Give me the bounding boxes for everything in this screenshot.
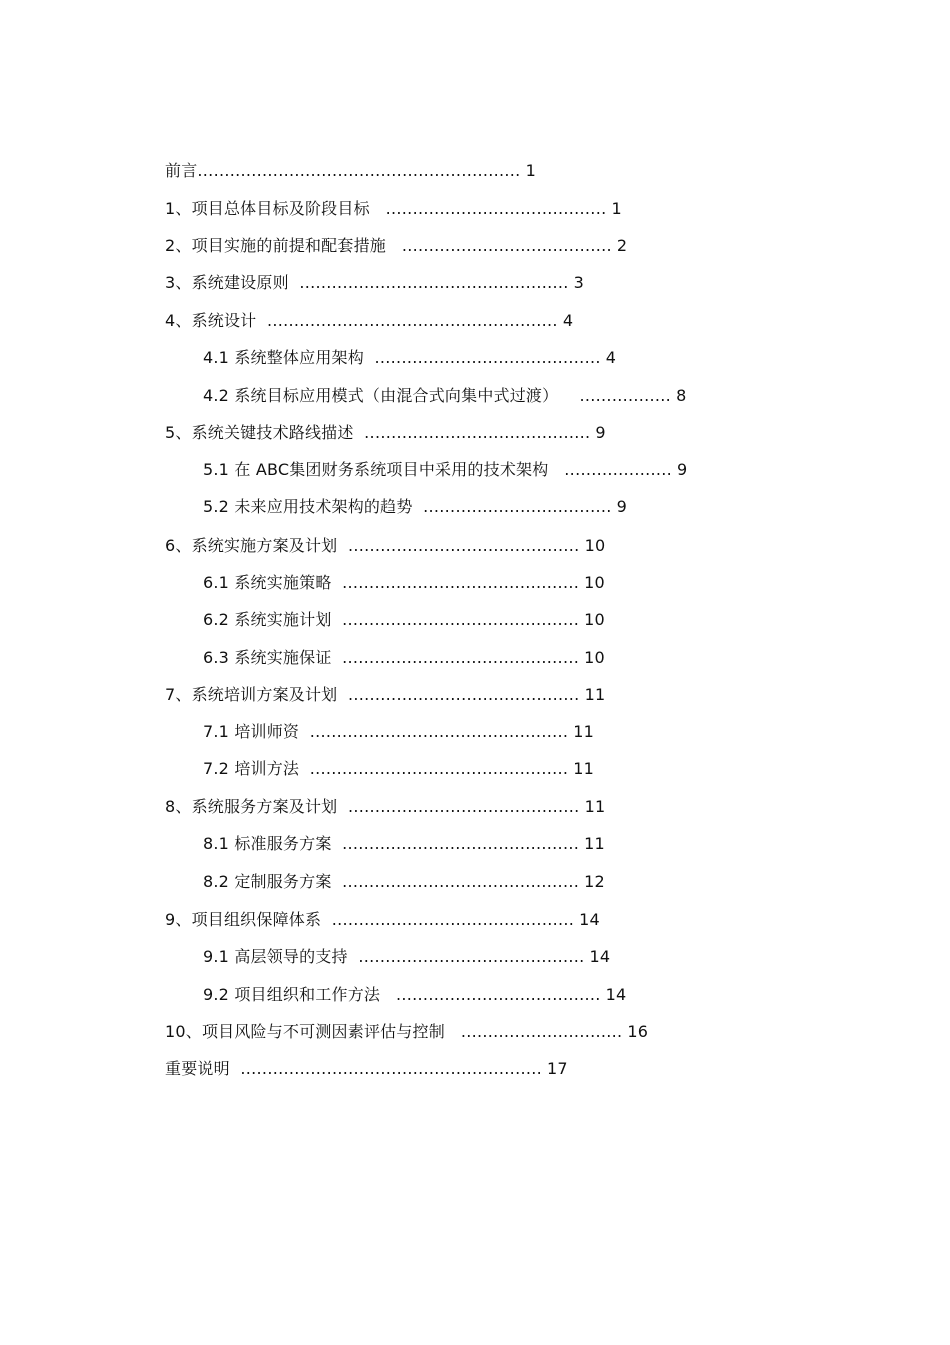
toc-page-number: 10 <box>584 610 605 629</box>
toc-leader-dots: ............................................. <box>331 910 575 929</box>
toc-page-number: 11 <box>573 722 595 741</box>
toc-entry-6-2[interactable] <box>203 609 605 631</box>
toc-entry-5[interactable] <box>165 422 606 444</box>
toc-leader-dots: ........................................... <box>347 797 580 816</box>
toc-entry-2[interactable] <box>165 235 627 257</box>
toc-entry-7-2[interactable] <box>203 758 594 780</box>
toc-entry-title: 6.1 系统实施策略 <box>203 573 332 592</box>
toc-page-number: 8 <box>676 386 687 405</box>
toc-entry-6-1[interactable] <box>203 572 605 594</box>
toc-entry-7-1[interactable] <box>203 721 594 743</box>
toc-leader-dots: ............................................ <box>342 872 580 891</box>
toc-entry-6[interactable] <box>165 535 605 557</box>
toc-entry-10[interactable] <box>165 1021 648 1043</box>
toc-entry-4[interactable] <box>165 310 573 332</box>
toc-entry-title: 1、项目总体目标及阶段目标 <box>165 199 370 218</box>
toc-entry-title: 6.2 系统实施计划 <box>203 610 332 629</box>
toc-entry-title: 重要说明 <box>165 1059 230 1078</box>
toc-leader-dots: ................................... <box>423 497 612 516</box>
toc-entry-title: 6.3 系统实施保证 <box>203 648 332 667</box>
toc-entry-6-3[interactable] <box>203 647 605 669</box>
toc-page-number: 11 <box>584 797 606 816</box>
toc-leader-dots: ................................................ <box>309 722 569 741</box>
toc-entry-title: 4.1 系统整体应用架构 <box>203 348 364 367</box>
toc-page-number: 4 <box>605 348 617 367</box>
toc-leader-dots: ............................................ <box>342 610 580 629</box>
toc-entry-title: 9.1 高层领导的支持 <box>203 947 348 966</box>
toc-leader-dots: ...................................... <box>396 985 601 1004</box>
toc-page-number: 12 <box>584 872 605 891</box>
toc-leader-dots: .......................................... <box>374 348 601 367</box>
toc-leader-dots: ........................................................ <box>240 1059 543 1078</box>
toc-page-number: 9 <box>616 497 628 516</box>
toc-entry-title: 9.2 项目组织和工作方法 <box>203 985 381 1004</box>
toc-entry-4-2[interactable] <box>203 385 686 407</box>
toc-entry-8-2[interactable] <box>203 871 605 893</box>
toc-page-number: 10 <box>584 536 606 555</box>
toc-page-number: 17 <box>547 1059 568 1078</box>
toc-entry-title: 5、系统关键技术路线描述 <box>165 423 354 442</box>
toc-leader-dots: ............................................ <box>342 834 580 853</box>
toc-entry-title: 4.2 系统目标应用模式（由混合式向集中式过渡） <box>203 386 559 405</box>
toc-entry-3[interactable] <box>165 272 584 294</box>
toc-leader-dots: .................................................. <box>299 273 569 292</box>
toc-page-number: 9 <box>677 460 688 479</box>
toc-leader-dots: ............................................ <box>342 648 580 667</box>
toc-page-number: 10 <box>584 573 605 592</box>
toc-page-number: 11 <box>584 685 606 704</box>
toc-leader-dots: .......................................... <box>358 947 585 966</box>
toc-entry-4-1[interactable] <box>203 347 616 369</box>
toc-page-number: 4 <box>562 311 574 330</box>
toc-entry-8[interactable] <box>165 796 605 818</box>
toc-entry-1[interactable] <box>165 198 622 220</box>
toc-leader-dots: ........................................... <box>347 536 580 555</box>
toc-page-number: 3 <box>573 273 585 292</box>
toc-entry-title: 8.2 定制服务方案 <box>203 872 332 891</box>
toc-entry-title: 2、项目实施的前提和配套措施 <box>165 236 386 255</box>
toc-entry-title: 7、系统培训方案及计划 <box>165 685 338 704</box>
toc-page-number: 14 <box>589 947 611 966</box>
toc-entry-8-1[interactable] <box>203 833 605 855</box>
toc-entry-preface[interactable] <box>165 160 536 182</box>
toc-leader-dots: ............................................................ <box>197 161 521 180</box>
toc-entry-title: 5.2 未来应用技术架构的趋势 <box>203 497 413 516</box>
toc-entry-important-notes[interactable] <box>165 1058 568 1080</box>
toc-page-number: 14 <box>605 985 627 1004</box>
toc-leader-dots: ............................................ <box>342 573 580 592</box>
toc-entry-title: 8.1 标准服务方案 <box>203 834 332 853</box>
toc-page-number: 14 <box>579 910 600 929</box>
toc-page-number: 9 <box>595 423 606 442</box>
toc-page-number: 2 <box>616 236 628 255</box>
toc-entry-title: 5.1 在 ABC集团财务系统项目中采用的技术架构 <box>203 460 549 479</box>
toc-page-number: 1 <box>525 161 536 180</box>
toc-entry-title: 9、项目组织保障体系 <box>165 910 322 929</box>
toc-entry-title: 10、项目风险与不可测因素评估与控制 <box>165 1022 445 1041</box>
toc-entry-9-2[interactable] <box>203 984 626 1006</box>
toc-leader-dots: ........................................... <box>347 685 580 704</box>
toc-entry-5-1[interactable] <box>203 459 687 481</box>
toc-leader-dots: ......................................... <box>385 199 607 218</box>
toc-entry-9[interactable] <box>165 909 600 931</box>
toc-entry-title: 4、系统设计 <box>165 311 257 330</box>
toc-entry-7[interactable] <box>165 684 605 706</box>
toc-page-number: 16 <box>627 1022 649 1041</box>
toc-leader-dots: ................. <box>579 386 672 405</box>
toc-page-number: 1 <box>611 199 622 218</box>
toc-leader-dots: ...................................................... <box>266 311 558 330</box>
toc-entry-title: 8、系统服务方案及计划 <box>165 797 338 816</box>
toc-entry-9-1[interactable] <box>203 946 610 968</box>
toc-leader-dots: ....................................... <box>401 236 612 255</box>
toc-entry-5-2[interactable] <box>203 496 627 518</box>
toc-entry-title: 前言 <box>165 161 198 180</box>
toc-page-number: 11 <box>584 834 605 853</box>
toc-entry-title: 6、系统实施方案及计划 <box>165 536 338 555</box>
toc-entry-title: 7.2 培训方法 <box>203 759 300 778</box>
toc-leader-dots: .............................. <box>460 1022 623 1041</box>
toc-page-number: 10 <box>584 648 605 667</box>
toc-leader-dots: ................................................ <box>309 759 569 778</box>
toc-entry-title: 7.1 培训师资 <box>203 722 300 741</box>
toc-page-number: 11 <box>573 759 595 778</box>
toc-entry-title: 3、系统建设原则 <box>165 273 289 292</box>
toc-leader-dots: .......................................... <box>364 423 591 442</box>
toc-leader-dots: .................... <box>564 460 673 479</box>
